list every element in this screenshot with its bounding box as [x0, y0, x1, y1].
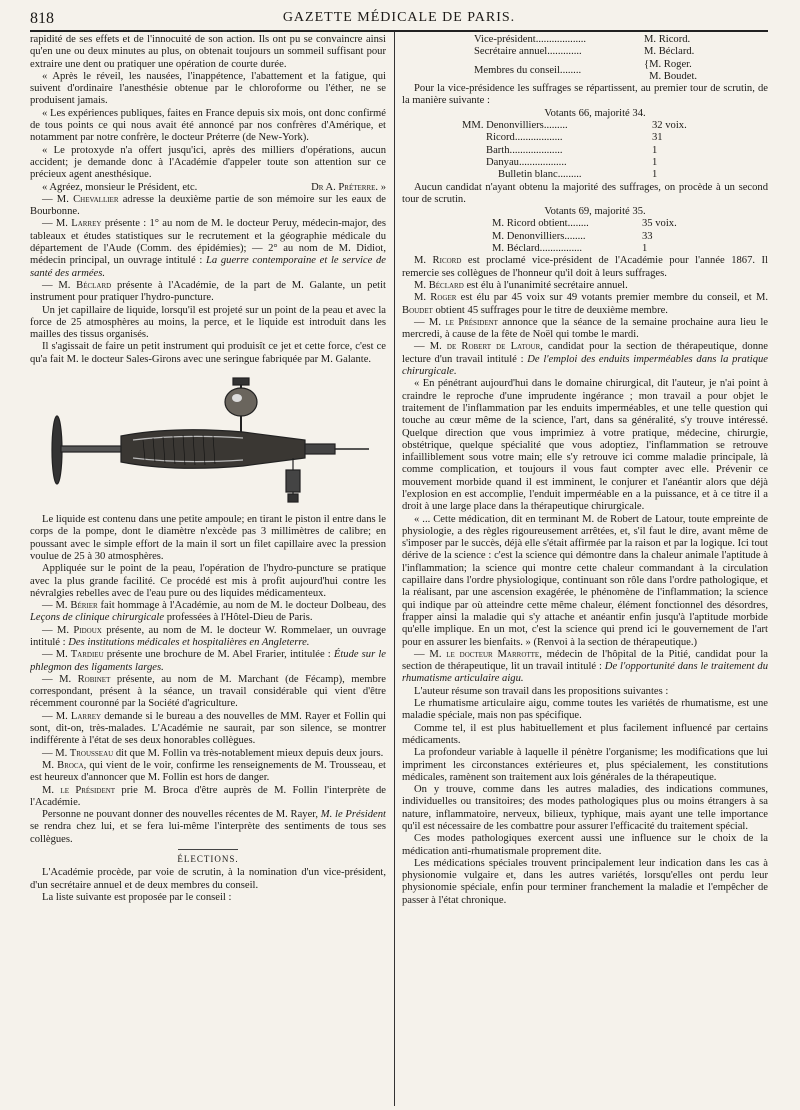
candidate: M. Béclard — [492, 243, 540, 255]
vote-count: 35 voix. — [642, 218, 677, 230]
speaker-name: — M. Chevallier — [42, 193, 119, 205]
speaker-name: — M. Trousseau — [42, 747, 114, 759]
leader-dots: .................... — [509, 144, 563, 156]
paragraph: L'auteur résume son travail dans les propositions suivantes : — [414, 685, 669, 697]
paragraph — [30, 600, 386, 625]
vote-row — [402, 145, 768, 157]
office-role: Secrétaire annuel — [474, 46, 548, 58]
paragraph: « Les expériences publiques, faites en France depuis six mois, ont donc confirmé de tous points ce qui nous avait été annoncé par nos confrères d'Amérique, et notamment par notre confrère, le docteur Préterre (de New-York). — [30, 107, 386, 144]
paragraph-text: Personne ne pouvant donner des nouvelles récentes de M. Rayer, — [42, 809, 319, 821]
speaker-name: M. Boudet — [402, 292, 768, 316]
leader-dots: ........ — [559, 64, 582, 76]
candidate: Bulletin blanc — [498, 169, 558, 181]
office-name: M. Roger. — [649, 58, 692, 70]
leader-dots: ........ — [564, 230, 586, 242]
closing-line — [30, 182, 386, 194]
section-heading: ÉLECTIONS. — [177, 854, 239, 865]
paragraph — [402, 292, 768, 317]
paragraph-text: est élu à l'unanimité secrétaire annuel. — [463, 279, 628, 291]
paragraph: L'Académie procède, par voie de scrutin, à la nomination d'un vice-président, d'un secrétaire annuel et de deux membres du conseil. — [30, 867, 386, 891]
paragraph-text: présente : 1° au nom de M. le docteur Peruy, médecin-major, des tableaux et études statistiques sur le recrutement et la géographie médicale du département de l'Aude (Comm. des épidémies); — 2° au nom de M. Didiot, médecin principal, un ouvrage intitulé : — [30, 218, 386, 267]
paragraph: Le liquide est contenu dans une petite ampoule; en tirant le piston il entre dans le corps de la pompe, dont le diamètre n'excède pas 3 millimètres de calibre; en poussant avec le simple effort de la main il sort un filet capillaire avec la pression voulue de 25 à 30 atmosphères. — [30, 514, 386, 562]
paragraph — [30, 748, 386, 760]
office-name: M. Béclard. — [644, 46, 695, 58]
paragraph: Un jet capillaire de liquide, lorsqu'il est projeté sur un point de la peau et avec la force de 25 atmosphères au moins, la perce, et le liquide est introduit dans les mailles des tissus organisés. — [30, 304, 386, 341]
paragraph — [30, 649, 386, 674]
paragraph: Il s'agissait de faire un petit instrument qui produisît ce jet et cette force, c'est ce qu'a fait M. le docteur Sales-Girons avec une seringue fabriquée par M. Galante. — [30, 341, 386, 365]
candidate: Barth — [486, 144, 510, 156]
vote-count: 1 — [652, 169, 658, 181]
paragraph — [30, 625, 386, 650]
speaker-name: — M. Pidoux — [42, 624, 102, 636]
leader-dots: ......... — [543, 120, 568, 132]
paragraph: La profondeur variable à laquelle il pénètre l'organisme; les modifications que lui impriment les circonstances extérieures et, plus spécialement, les constitutions médicales, ramènent son traitement aux lois générales de la thérapeutique. — [402, 747, 768, 783]
paragraph — [30, 194, 386, 219]
paragraph: « Après le réveil, les nausées, l'inappétence, l'abattement et la fatigue, qui suivent d'ordinaire l'anesthésie obtenue par le chloroforme ou l'éther, ne se produisent jamais. — [30, 70, 386, 107]
speaker-name: — M. Tardieu — [42, 649, 104, 661]
paragraph — [30, 674, 386, 711]
leader-dots: ................ — [539, 243, 583, 255]
paragraph — [402, 280, 768, 292]
paragraph: Ces modes pathologiques exercent aussi une influence sur le choix de la médication anti-rhumatismale proprement dite. — [402, 833, 768, 857]
paragraph-text: adresse la deuxième partie de son mémoire sur les eaux de Bourbonne. — [30, 193, 386, 218]
paragraph-text: , candidat pour la section de thérapeutique, donne lecture d'un travail intitulé : — [402, 341, 768, 365]
work-title: De l'emploi des enduits imperméables dans la pratique chirurgicale. — [402, 353, 768, 378]
vote-row — [402, 120, 768, 132]
paragraph: Aucun candidat n'ayant obtenu la majorité des suffrages, on procède à un second tour de scrutin. — [402, 181, 768, 205]
speaker-name: — M. Béclard — [42, 279, 112, 291]
leader-dots: ........ — [567, 218, 589, 230]
speaker-name: — M. Larrey — [42, 218, 102, 230]
closing-text: « Agréez, monsieur le Président, etc. — [42, 181, 198, 193]
signature: Dr A. Préterre. » — [311, 181, 386, 193]
candidate: M. Denonvilliers — [492, 230, 565, 242]
leader-dots: ............. — [547, 46, 582, 58]
paragraph — [402, 649, 768, 686]
right-column — [402, 34, 768, 1106]
speaker-name: — M. le Président — [414, 316, 498, 328]
speaker-name: — M. Robinet — [42, 673, 111, 685]
paragraph-text: se rendra chez lui, et se fera lui-même l'interprète des sentiments de tous ses collègues. — [30, 821, 386, 845]
syringe-engraving — [43, 370, 373, 508]
vote-count: 1 — [652, 156, 658, 168]
page-header — [30, 8, 768, 30]
office-row — [402, 46, 768, 58]
paragraph — [402, 341, 768, 378]
paragraph: Le rhumatisme articulaire aigu, comme toutes les variétés de rhumatisme, est une maladie spéciale, mais non pas spécifique. — [402, 698, 768, 722]
paragraph-text: présente, au nom de M. Marchant (de Fécamp), membre correspondant, présent à la séance, un travail considérable qui vient d'être récemment couronné par la Société d'agriculture. — [30, 673, 386, 710]
work-title: Étude sur le phlegmon des ligaments larges. — [30, 649, 386, 673]
speaker-name: — M. Larrey — [42, 710, 102, 722]
page-number: 818 — [30, 10, 54, 27]
paragraph — [402, 317, 768, 342]
speaker-name: M. Ricord — [414, 255, 462, 267]
speaker-name: — M. de Robert de Latour — [414, 341, 541, 353]
office-role: Vice-président — [474, 34, 536, 45]
paragraph-text: obtient 45 suffrages pour le titre de deuxième membre. — [432, 304, 668, 316]
column-divider — [394, 32, 395, 1106]
paragraph — [30, 760, 386, 785]
paragraph — [30, 785, 386, 810]
left-column — [30, 34, 386, 1106]
paragraph — [402, 255, 768, 280]
paragraph-text: présente, au nom de M. le docteur W. Rommelaer, un ouvrage intitulé : — [30, 624, 386, 648]
paragraph-text: annonce que la séance de la semaine prochaine aura lieu le mercredi, à cause de la fête de Noël qui tombe le mardi. — [402, 316, 768, 341]
work-title: La guerre contemporaine et le service de santé des armées. — [30, 255, 386, 279]
vote-title: Votants 66, majorité 34. — [544, 107, 646, 119]
speaker-name: M. le Président — [318, 809, 386, 821]
office-name: M. Boudet. — [649, 70, 698, 82]
paragraph-text: , qui vient de le voir, confirme les renseignements de M. Trousseau, et est heureux d'annoncer que M. Follin est hors de danger. — [30, 759, 386, 784]
journal-title: GAZETTE MÉDICALE DE PARIS. — [282, 10, 516, 25]
vote-count: 31 — [652, 132, 663, 144]
paragraph-text: professées à l'Hôtel-Dieu de Paris. — [164, 612, 313, 624]
paragraph-text: prie M. Broca d'être auprès de M. Follin l'interprète de l'Académie. — [30, 784, 386, 808]
paragraph-text: est élu par 45 voix sur 49 votants premier membre du conseil, et — [456, 292, 752, 304]
paragraph — [30, 711, 386, 748]
paragraph: Comme tel, il est plus habituellement et plus facilement influencé par certains médicaments. — [402, 722, 768, 746]
paragraph: Appliquée sur le point de la peau, l'opération de l'hydro-puncture se pratique avec la plus grande facilité. Ce procédé est mis à profit aujourd'hui contre les névralgies rebelles avec de l'eau pure ou des liquides médicamenteux. — [30, 563, 386, 599]
leader-dots: .................. — [518, 156, 567, 168]
paragraph — [30, 809, 386, 846]
paragraph — [30, 218, 386, 279]
candidate: M. Ricord obtient — [492, 218, 568, 230]
vote-row — [402, 132, 768, 144]
speaker-name: M. Roger — [414, 292, 457, 304]
vote-count: 1 — [642, 243, 648, 255]
paragraph — [30, 280, 386, 305]
vote-title: Votants 69, majorité 35. — [544, 206, 646, 218]
paragraph: « ... Cette médication, dit en terminant M. de Robert de Latour, toute empreinte de physiologie, a des règles rigoureusement arrêtées, et, s'il faut le dire, avant même de s'imposer par le succès, déjà elle s'était affirmée par la raison et par la logique. Ici tout dérive de la science : c'est la science qui démontre dans la chaleur animale l'aptitude à l'inflammation; la science qui montre cette chaleur commandant à la circulation capillaire dans l'ordre physiologique, continuant son rôle dans l'ordre pathologique, et la réalisant, par une ascension exagérée, le phénomène de l'inflammation; la science qui indique par où atteindre cette même chaleur, élément fonctionnel des désordres, frapper ainsi la maladie qui s'y attache et anéantir enfin jusqu'à l'aptitude morbide qu'elle implique. En un mot, c'est la science qui prend ici le gouvernement de l'art pour en assurer les bienfaits. » (Renvoi à la section de thérapeutique.) — [402, 513, 768, 648]
speaker-name: M. Béclard — [414, 279, 464, 291]
vote-row — [402, 157, 768, 169]
paragraph-text: est proclamé vice-président de l'Académie pour l'année 1867. Il remercie ses collègues de l'honneur qu'il doit à leurs suffrages. — [402, 255, 768, 279]
office-row — [402, 59, 768, 84]
paragraph: Pour la vice-présidence les suffrages se répartissent, au premier tour de scrutin, de la manière suivante : — [402, 83, 768, 107]
paragraph-text: , médecin de l'hôpital de la Pitié, candidat pour la section de thérapeutique, lit un travail intitulé : — [402, 648, 768, 673]
paragraph-text: présente une brochure de M. Abel Frarier, intitulée : — [103, 649, 331, 661]
vote-count: 32 voix. — [652, 120, 687, 132]
vote-row — [402, 243, 768, 255]
paragraph: rapidité de ses effets et de l'innocuité de son action. Ils ont pu se convaincre ainsi qu'en une ou deux minutes au plus, on obtenait toujours un sommeil suffisant pour extraire une dent ou pratiquer une opération de courte durée. — [30, 34, 386, 70]
work-title: Des institutions médicales et hospitalières en Angleterre. — [65, 636, 310, 648]
section-rule — [178, 849, 238, 850]
vote-row — [402, 231, 768, 243]
speaker-name: — M. Bérier — [42, 600, 98, 612]
vote-row — [402, 169, 768, 181]
office-role: Membres du conseil — [474, 64, 560, 76]
paragraph: « Le protoxyde n'a offert jusqu'ici, après des milliers d'opérations, aucun accident; je demande donc à l'Académie d'appeler toute son attention sur ce précieux agent anesthésique. — [30, 144, 386, 181]
speaker-name: M. le Président — [42, 784, 116, 796]
vote-table — [402, 218, 768, 255]
paragraph-text: demande si le bureau a des nouvelles de MM. Rayer et Follin qui sont, dit-on, très-malades. L'Académie ne saurait, par son silence, se montrer indifférente à l'état de ses deux honorables collègues. — [30, 710, 386, 747]
office-name: M. Ricord. — [644, 34, 691, 45]
office-row — [402, 34, 768, 46]
leader-dots: ................... — [535, 34, 587, 45]
vote-table — [402, 120, 768, 181]
vote-row — [402, 218, 768, 230]
paragraph: Les médications spéciales trouvent principalement leur indication dans les cas à physionomie vulgaire et, dans les autres variétés, lorsqu'elles ont perdu leur physionomie spéciale, enfin pour terminer franchement la maladie et l'empêcher de passer à l'état chronique. — [402, 857, 768, 906]
candidate: Danyau — [486, 156, 519, 168]
header-rule — [30, 30, 768, 32]
vote-count: 1 — [652, 144, 658, 156]
paragraph-text: dit que M. Follin va très-notablement mieux depuis deux jours. — [113, 747, 384, 759]
speaker-name: — M. le docteur Marrotte — [414, 648, 540, 660]
candidate: MM. Denonvilliers — [462, 120, 544, 132]
candidate: Ricord — [486, 132, 515, 144]
work-title: De l'opportunité dans le traitement du rhumatisme articulaire aigu. — [402, 661, 768, 685]
paragraph: La liste suivante est proposée par le conseil : — [42, 891, 232, 903]
speaker-name: M. Broca — [42, 759, 84, 771]
paragraph-text: fait hommage à l'Académie, au nom de M. le docteur Dolbeau, des — [97, 600, 386, 612]
vote-count: 33 — [642, 230, 653, 242]
brace: { — [644, 58, 650, 70]
work-title: Leçons de clinique chirurgicale — [30, 612, 165, 624]
paragraph-text: présente à l'Académie, de la part de M. Galante, un petit instrument pour pratiquer l'hydro-puncture. — [30, 279, 386, 304]
office-list — [402, 34, 768, 83]
paragraph: « En pénétrant aujourd'hui dans le domaine chirurgical, dit l'auteur, je n'ai point à craindre le reproche d'une imprudente ingérance ; mon travail a pour objet le traitement de l'inflammation par les enduits imperméables, et une telle question qui touche au cœur même de la science, l'art, dans sa généralité, s'y trouve intéressé. Quelque direction que vous imprimiez à votre pratique, médecine, chirurgie, obstétrique, quelque spécialité que vous adoptiez, l'inflammation se retrouve infailliblement sous votre main; elle s'y retrouve ici comme maladie principale, là comme complication, et toujours il vous faut compter avec elle. Prévenir ce mouvement morbide quand il est imminent, le conjurer et l'anéantir alors que déjà l'explosion en est accomplie, l'enduit imperméable en a la puissance, et à ce titre il a droit à une large place dans la thérapeutique chirurgicale. — [402, 378, 768, 513]
leader-dots: ......... — [557, 169, 582, 181]
paragraph: On y trouve, comme dans les autres maladies, des indications communes, individuelles ou transitoires; des modes pathologiques plus ou moins étrangers à sa nature, inflammatoire, nerveux, bilieux, typhique, mais ayant une telle importance qu'il est nécessaire de les combattre pour assurer l'efficacité du traitement spécial. — [402, 784, 768, 832]
leader-dots: .................. — [514, 132, 563, 144]
